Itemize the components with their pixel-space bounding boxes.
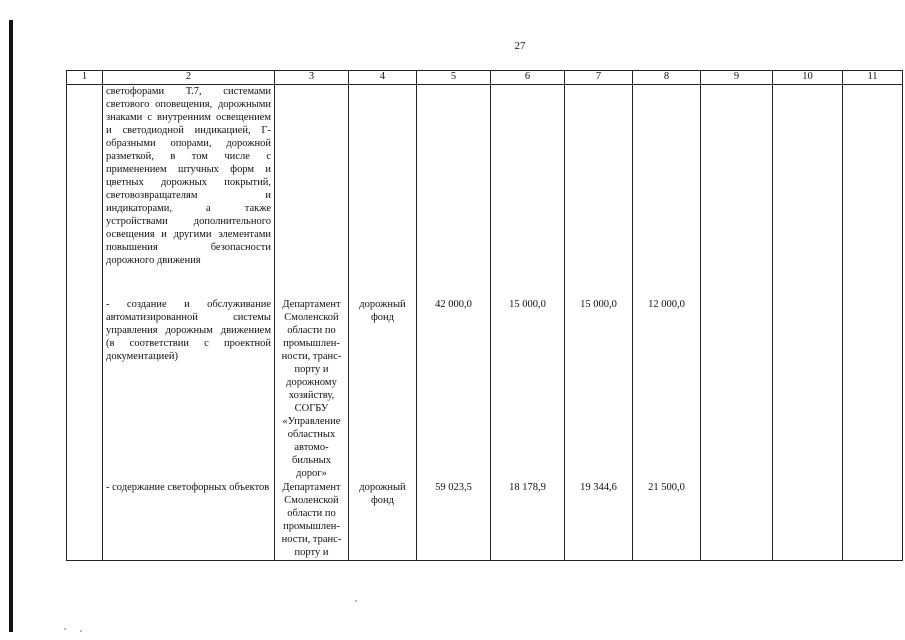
page-number: 27 <box>514 40 526 52</box>
header-cell-5: 5 <box>417 71 491 85</box>
amount-year-3: 12 000,0 <box>633 298 701 481</box>
amount-total: 42 000,0 <box>417 298 491 481</box>
amount-year-1: 15 000,0 <box>491 298 565 481</box>
empty-cell-9 <box>701 85 773 298</box>
header-cell-10: 10 <box>773 71 843 85</box>
empty-cell-11 <box>843 298 903 481</box>
amount-year-1: 18 178,9 <box>491 481 565 561</box>
amount-year-3: 21 500,0 <box>633 481 701 561</box>
amount-year-1 <box>491 85 565 298</box>
header-cell-11: 11 <box>843 71 903 85</box>
amount-year-2: 19 344,6 <box>565 481 633 561</box>
measure-description: - создание и обслуживание автоматизированной системы управления дорожным движением (в соответствии с проектной документацией) <box>103 298 275 481</box>
empty-cell-10 <box>773 85 843 298</box>
measure-description: - содержание светофорных объектов <box>103 481 275 561</box>
amount-total <box>417 85 491 298</box>
empty-cell-9 <box>701 481 773 561</box>
amount-year-2 <box>565 85 633 298</box>
header-cell-6: 6 <box>491 71 565 85</box>
budget-table <box>66 70 903 561</box>
amount-year-3 <box>633 85 701 298</box>
empty-cell-11 <box>843 481 903 561</box>
funding-source: дорожный фонд <box>349 481 417 561</box>
header-cell-8: 8 <box>633 71 701 85</box>
scan-speck <box>80 630 82 632</box>
header-cell-4: 4 <box>349 71 417 85</box>
row-number-cell <box>67 85 103 298</box>
table-row <box>67 481 903 561</box>
empty-cell-11 <box>843 85 903 298</box>
funding-source: дорожный фонд <box>349 298 417 481</box>
empty-cell-10 <box>773 298 843 481</box>
responsible-executor <box>275 85 349 298</box>
empty-cell-9 <box>701 298 773 481</box>
scan-edge-bar <box>9 20 13 632</box>
empty-cell-10 <box>773 481 843 561</box>
amount-total: 59 023,5 <box>417 481 491 561</box>
scan-speck <box>64 628 66 630</box>
responsible-executor: Департамент Смоленской области по промышлен-ности, транс-порту и дорожному хозяйству, СОГБУ «Управление областных автомо-бильных дорог» <box>275 298 349 481</box>
measure-description: светофорами Т.7, системами светового оповещения, дорожными знаками с внутренним освещением и светодиодной индикацией, Г-образными опорами, дорожной разметкой, в том числе с применением штучных форм и цветных дорожных покрытий, световозвращателям и индикаторами, а также устройствами дополнительного освещения и другими элементами повышения безопасности дорожного движения <box>103 85 275 298</box>
header-cell-2: 2 <box>103 71 275 85</box>
header-cell-1: 1 <box>67 71 103 85</box>
row-number-cell <box>67 481 103 561</box>
header-cell-3: 3 <box>275 71 349 85</box>
responsible-executor: Департамент Смоленской области по промышлен-ности, транс-порту и <box>275 481 349 561</box>
table-row <box>67 85 903 298</box>
table-row <box>67 298 903 481</box>
scan-speck <box>355 600 357 602</box>
amount-year-2: 15 000,0 <box>565 298 633 481</box>
table-header-row <box>67 71 903 85</box>
header-cell-9: 9 <box>701 71 773 85</box>
row-number-cell <box>67 298 103 481</box>
funding-source <box>349 85 417 298</box>
header-cell-7: 7 <box>565 71 633 85</box>
